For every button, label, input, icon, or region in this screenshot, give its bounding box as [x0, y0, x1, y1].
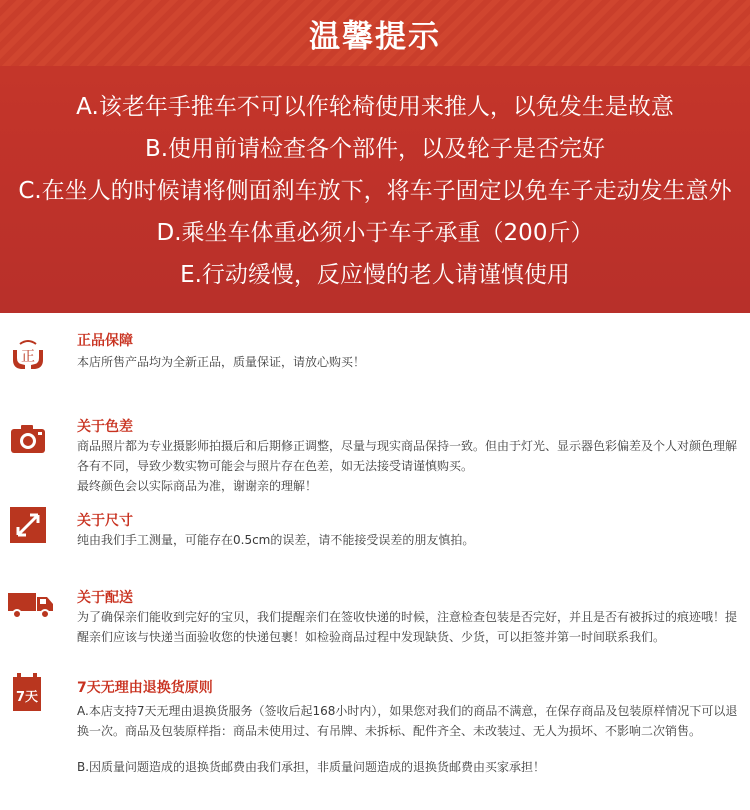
resize-arrow-icon — [9, 506, 47, 544]
truck-icon — [6, 587, 56, 621]
banner-line-c: C.在坐人的时候请将侧面刹车放下，将车子固定以免车子走动发生意外 — [18, 178, 732, 204]
section-paragraph: B.因质量问题造成的退换货邮费由我们承担，非质量问题造成的退换货邮费由买家承担！ — [77, 760, 546, 774]
section-body — [77, 530, 743, 550]
section-body — [77, 607, 743, 647]
calendar-7-icon — [9, 671, 47, 715]
section-paragraph: 最终颜色会以实际商品为准，谢谢亲的理解！ — [77, 479, 318, 493]
section-title: 关于尺寸 — [77, 513, 133, 529]
section-paragraph: 纯由我们手工测量，可能存在0.5cm的误差，请不能接受误差的朋友慎拍。 — [77, 533, 475, 547]
section-paragraph: 为了确保亲们能收到完好的宝贝，我们提醒亲们在签收快递的时候，注意检查包装是否完好，并且是否有被拆过的痕迹哦！提醒亲们应该与快递当面验收您的快递包裹！如检验商品过程中发现缺货、少货，可以拒签并第一时间联系我们。 — [77, 610, 738, 644]
section-paragraph: 商品照片都为专业摄影师拍摄后和后期修正调整，尽量与现实商品保持一致。但由于灯光、显示器色彩偏差及个人对颜色理解各有不同，导致少数实物可能会与照片存在色差，如无法接受请谨慎购买。 — [77, 439, 738, 473]
section-title: 关于色差 — [77, 419, 133, 435]
banner-line-b: B.使用前请检查各个部件，以及轮子是否完好 — [144, 136, 606, 162]
hands-zheng-glyph: 正 — [21, 349, 35, 365]
section-body — [77, 436, 743, 496]
banner-line-a: A.该老年手推车不可以作轮椅使用来推人，以免发生是故意 — [76, 94, 674, 120]
section-title: 正品保障 — [77, 333, 133, 349]
camera-icon — [9, 420, 47, 458]
section-body — [77, 701, 743, 777]
notice-banner — [0, 0, 750, 313]
banner-title-bar — [0, 0, 750, 66]
section-paragraph: 本店所售产品均为全新正品，质量保证，请放心购买！ — [77, 355, 366, 369]
section-title: 7天无理由退换货原则 — [77, 680, 213, 696]
section-paragraph: A.本店支持7天无理由退换货服务（签收后起168小时内），如果您对我们的商品不满意，在保存商品及包装原样情况下可以退换一次。商品及包装原样指：商品未使用过、有吊牌、未拆标、配件齐全、未改装过、无人为损坏、不影响二次销售。 — [77, 704, 738, 738]
section-title: 关于配送 — [77, 590, 133, 606]
calendar-7-glyph: 7天 — [15, 690, 39, 705]
banner-line-d: D.乘坐车体重必须小于车子承重（200斤） — [156, 220, 594, 246]
banner-line-e: E.行动缓慢，反应慢的老人请谨慎使用 — [180, 262, 570, 288]
section-body — [77, 352, 743, 372]
hands-zheng-icon — [9, 336, 47, 374]
banner-title: 温馨提示 — [309, 18, 441, 55]
